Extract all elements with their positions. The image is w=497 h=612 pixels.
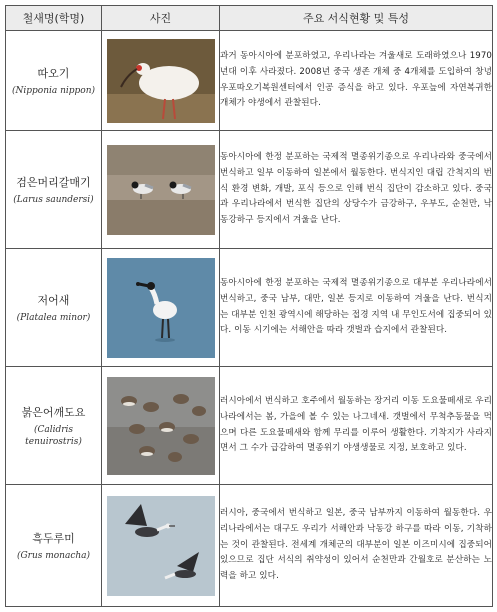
bird-name-cell	[6, 131, 102, 249]
bird-description-cell	[220, 367, 493, 485]
header-name: 철새명(학명)	[6, 6, 102, 31]
table-row	[6, 367, 493, 485]
korean-name: 붉은어깨도요	[21, 405, 86, 419]
scientific-name: (Calidris tenuirostris)	[25, 424, 82, 447]
great-knot-photo	[107, 377, 215, 475]
table-row	[6, 249, 493, 367]
bird-description-cell	[220, 131, 493, 249]
korean-name: 흑두루미	[32, 531, 75, 545]
table-row	[6, 131, 493, 249]
header-photo: 사진	[102, 6, 220, 31]
description-text: 러시아, 중국에서 번식하고 일본, 중국 남부까지 이동하여 월동한다. 우리나라에서는 대구도 우리가 서해안과 낙동강 하구를 따라 이동, 기착하는 것이 관찰된다. 전세계 개체군의 대부분이 일본 이즈미시에 집중되어 있으므로 집단 서식의 취약성이 있어서 순천만과 간월호로 분산하는 노력을 하고 있다.	[220, 508, 492, 582]
table-row	[6, 31, 493, 131]
spoonbill-photo	[107, 258, 215, 358]
bird-photo-cell	[102, 131, 220, 249]
bird-name-cell	[6, 31, 102, 131]
description-text: 동아시아에 한정 분포하는 국제적 멸종위기종으로 우리나라와 중국에서 번식하고 일부 이동하여 일본에서 월동한다. 번식지인 대립 간척지의 번식 환경 변화, 개발, 포식 등으로 인해 번식 집단이 감소하고 있다. 중국과 우리나라에서 번식한 집단의 상당수가 금강하구, 우부도, 순천만, 낙동강하구 등지에서 겨울을 난다.	[220, 152, 492, 226]
table-header-row	[6, 6, 493, 31]
bird-description-cell	[220, 485, 493, 607]
description-text: 동아시아에 한정 분포하는 국제적 멸종위기종으로 대부분 우리나라에서 번식하고, 중국 남부, 대만, 일본 등지로 이동하여 겨울을 난다. 번식지는 대부분 인천 광역시에 해당하는 접경 지역 내 무인도서에 집중되어 있다. 이동 시기에는 서해안을 따라 갯벌과 습지에서 관찰된다.	[220, 277, 492, 336]
scientific-name: (Larus saundersi)	[13, 194, 94, 205]
description-text: 러시아에서 번식하고 호주에서 월동하는 장거리 이동 도요물떼새로 우리나라에서는 봄, 가을에 볼 수 있는 나그네새. 갯벌에서 무척추동물을 먹으며 다른 도요물떼새와 함께 무리를 이루어 생활한다. 기착지가 사라지면서 그 수가 급감하여 멸종위기 야생생물로 지정, 보호하고 있다.	[220, 395, 492, 454]
korean-name: 검은머리갈매기	[16, 175, 91, 189]
korean-name: 따오기	[37, 66, 70, 80]
scientific-name: (Platalea minor)	[16, 312, 91, 323]
table-row	[6, 485, 493, 607]
bird-photo-cell	[102, 367, 220, 485]
korean-name: 저어새	[37, 293, 70, 307]
scientific-name: (Grus monacha)	[16, 550, 91, 561]
bird-description-cell	[220, 249, 493, 367]
bird-photo-cell	[102, 485, 220, 607]
description-text: 과거 동아시아에 분포하였고, 우리나라는 겨울새로 도래하였으나 1970년대 이후 사라졌다. 2008년 중국 생존 개체 중 4개체를 도입하여 창녕 우포따오기복원센터에서 인공 증식을 하고 있다. 우포늪에 자연복귀한 개체가 야생에서 관찰된다.	[220, 50, 492, 109]
bird-name-cell	[6, 485, 102, 607]
bird-name-cell	[6, 249, 102, 367]
crested-ibis-photo	[107, 39, 215, 123]
scientific-name: (Nipponia nippon)	[11, 85, 96, 96]
hooded-crane-photo	[107, 496, 215, 596]
bird-photo-cell	[102, 31, 220, 131]
bird-photo-cell	[102, 249, 220, 367]
bird-description-cell	[220, 31, 493, 131]
bird-table	[5, 5, 493, 607]
bird-name-cell	[6, 367, 102, 485]
header-description: 주요 서식현황 및 특성	[220, 6, 493, 31]
saunders-gull-photo	[107, 145, 215, 235]
